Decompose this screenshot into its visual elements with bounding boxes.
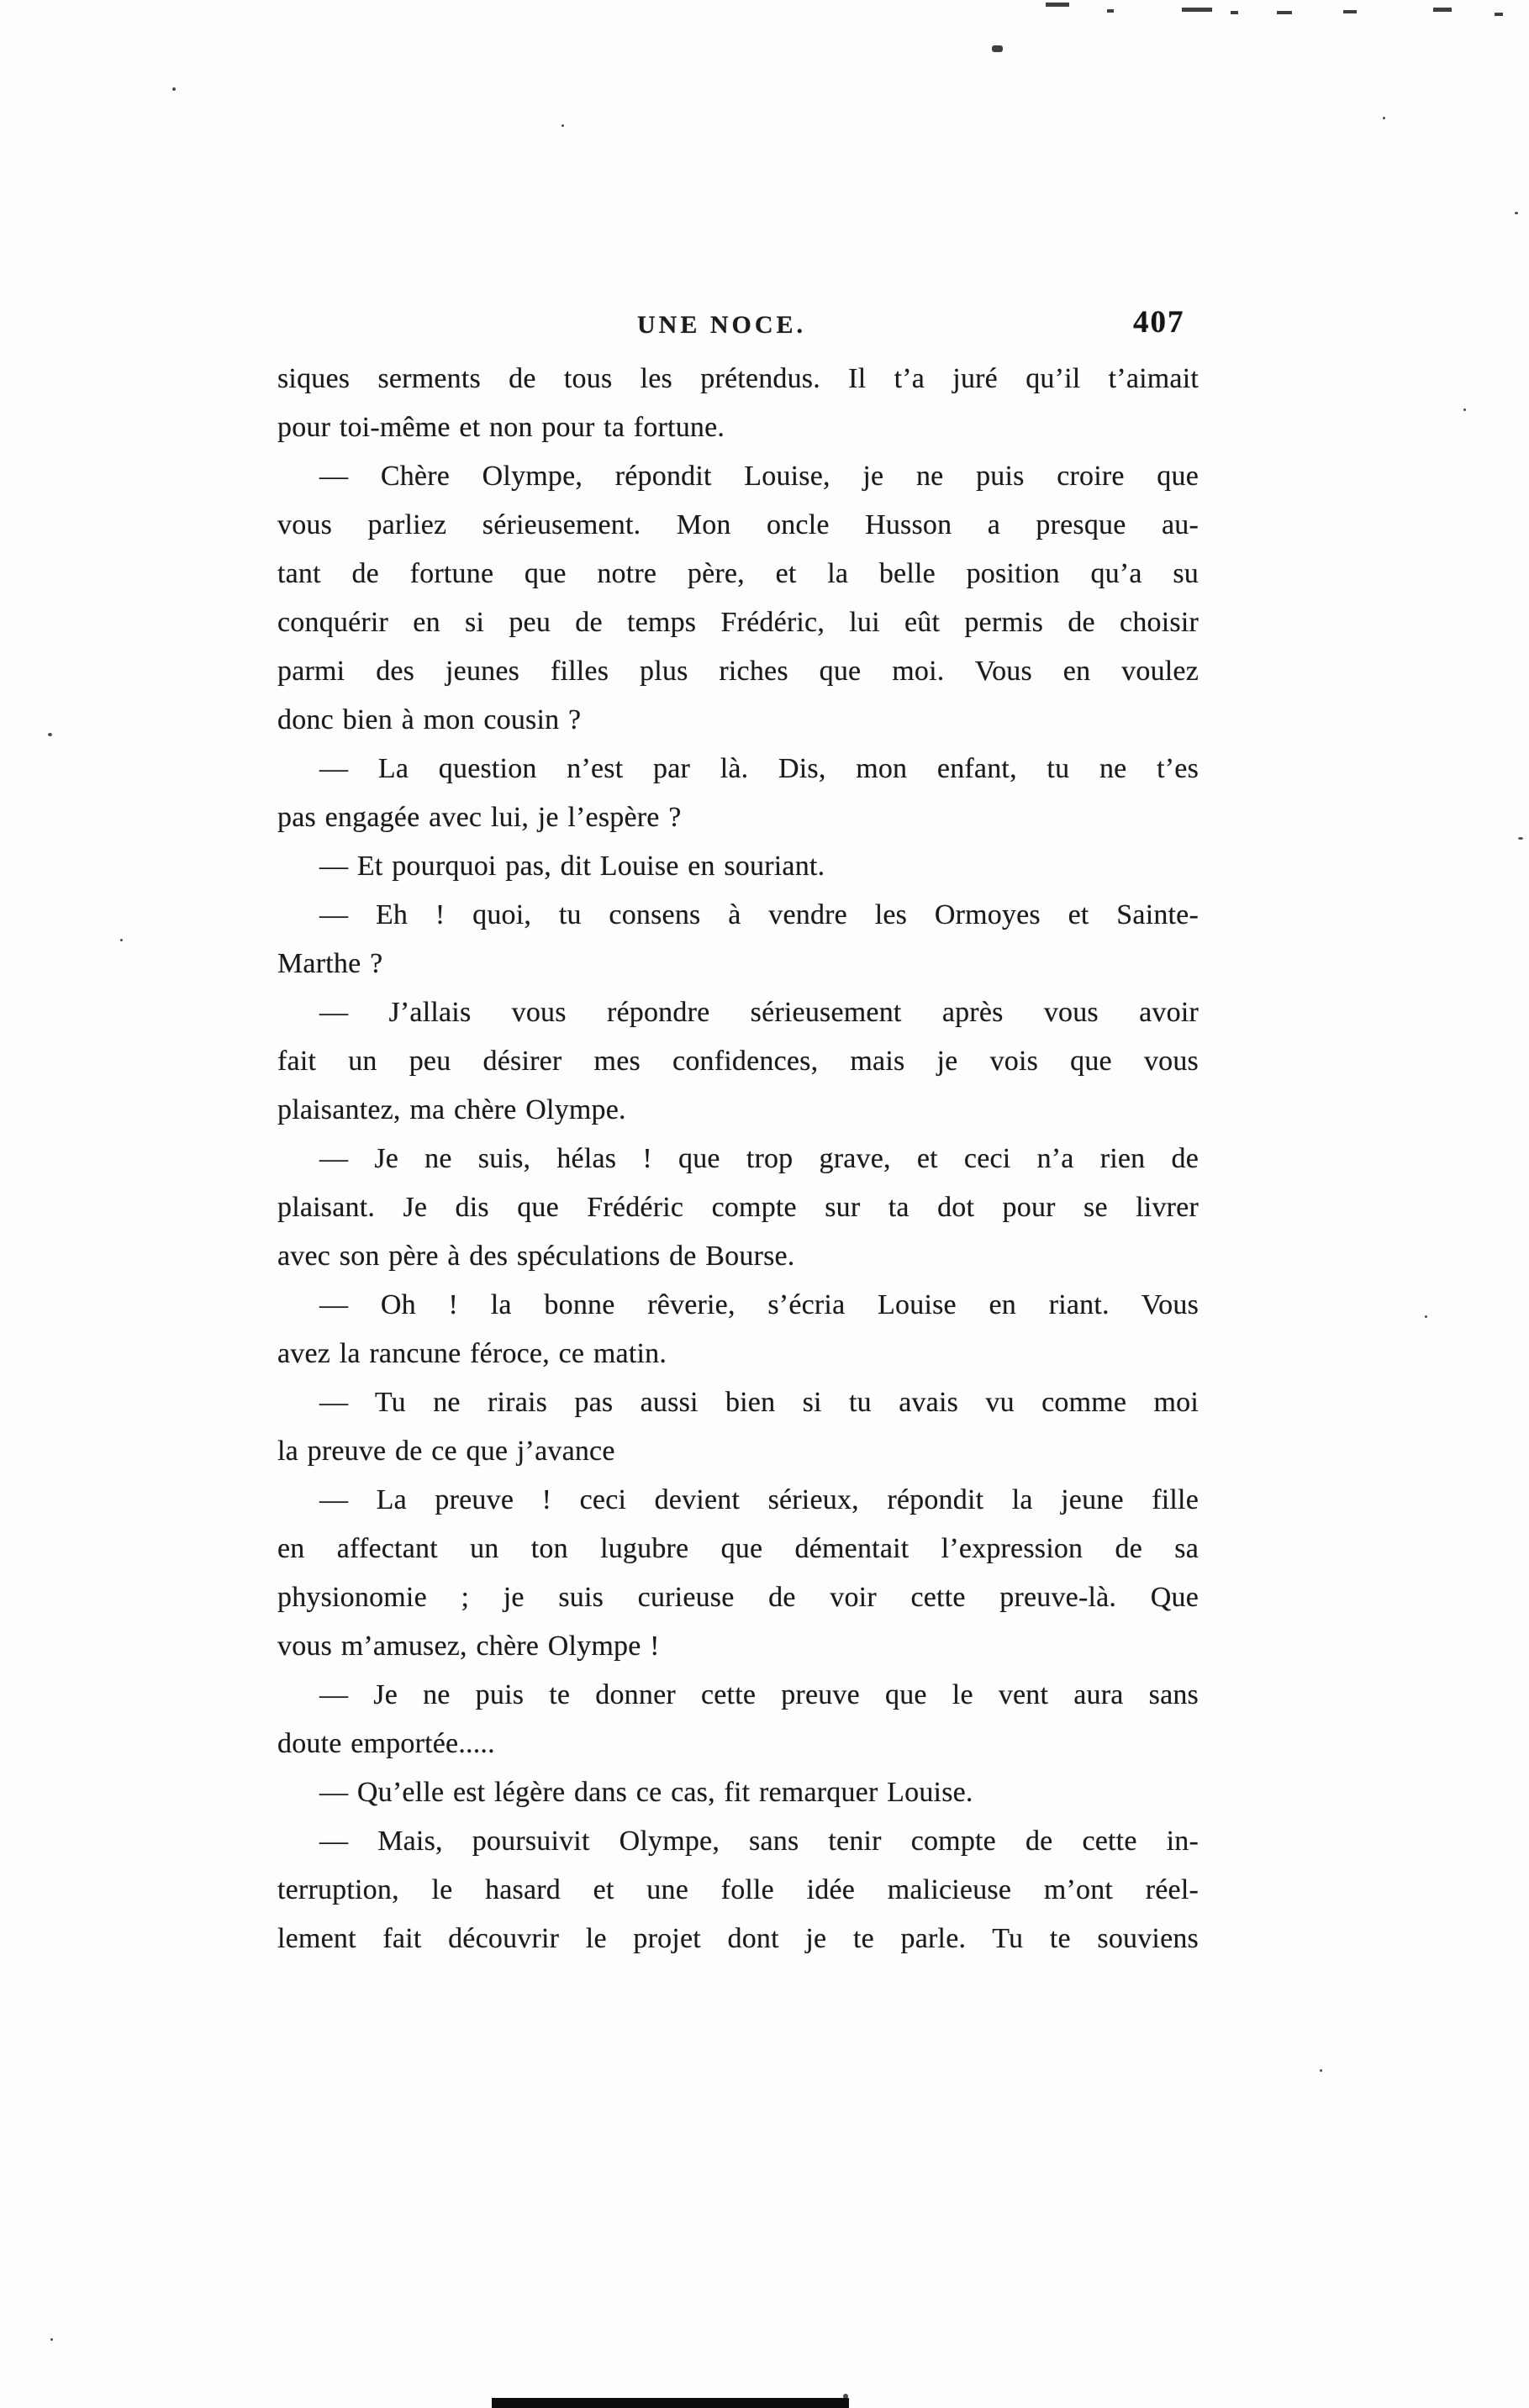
scan-speck	[50, 2338, 53, 2341]
text-line: — La preuve ! ceci devient sérieux, répondit la jeune fille	[319, 1484, 1199, 1515]
text-line: siques serments de tous les prétendus. Il t’a juré qu’il t’aimait	[277, 363, 1199, 394]
scan-speck	[1425, 1315, 1427, 1318]
scan-speck	[1383, 117, 1385, 119]
scan-speck	[48, 733, 52, 736]
page-number: 407	[1133, 305, 1185, 340]
text-line: lement fait découvrir le projet dont je te parle. Tu te souviens	[277, 1923, 1199, 1954]
text-line: avec son père à des spéculations de Bourse.	[277, 1241, 795, 1272]
scan-bottom-bar	[492, 2398, 849, 2408]
text-line: — J’allais vous répondre sérieusement après vous avoir	[319, 997, 1199, 1028]
text-line: avez la rancune féroce, ce matin.	[277, 1338, 667, 1369]
text-line: vous m’amusez, chère Olympe !	[277, 1631, 660, 1662]
scan-speck	[1320, 2069, 1322, 2072]
text-line: parmi des jeunes filles plus riches que moi. Vous en voulez	[277, 656, 1199, 687]
text-line: en affectant un ton lugubre que démentait l’expression de sa	[277, 1533, 1199, 1564]
text-line: pas engagée avec lui, je l’espère ?	[277, 802, 682, 833]
scan-dash	[1277, 11, 1292, 14]
text-line: conquérir en si peu de temps Frédéric, lui eût permis de choisir	[277, 607, 1199, 638]
text-line: plaisantez, ma chère Olympe.	[277, 1094, 626, 1125]
text-line: terruption, le hasard et une folle idée malicieuse m’ont réel-	[277, 1874, 1199, 1905]
text-line: — Eh ! quoi, tu consens à vendre les Ormoyes et Sainte-	[319, 899, 1199, 930]
text-line: fait un peu désirer mes confidences, mais je vois que vous	[277, 1046, 1199, 1077]
text-line: donc bien à mon cousin ?	[277, 704, 582, 735]
text-line: vous parliez sérieusement. Mon oncle Husson a presque au-	[277, 509, 1199, 540]
text-line: — La question n’est par là. Dis, mon enfant, tu ne t’es	[319, 753, 1199, 784]
scan-speck	[1463, 408, 1466, 411]
scan-blot	[992, 45, 1003, 52]
text-line: — Qu’elle est légère dans ce cas, fit remarquer Louise.	[319, 1777, 973, 1808]
text-line: doute emportée.....	[277, 1728, 495, 1759]
text-line: — Et pourquoi pas, dit Louise en souriant.	[319, 851, 825, 882]
scan-dash	[1182, 8, 1212, 12]
scan-dash	[1107, 9, 1114, 13]
text-line: plaisant. Je dis que Frédéric compte sur ta dot pour se livrer	[277, 1192, 1199, 1223]
scan-speck	[562, 124, 564, 127]
text-line: — Je ne suis, hélas ! que trop grave, et ceci n’a rien de	[319, 1143, 1199, 1174]
scan-dash	[1231, 11, 1238, 14]
scan-dash	[1046, 3, 1069, 7]
text-line: physionomie ; je suis curieuse de voir cette preuve-là. Que	[277, 1582, 1199, 1613]
text-line: — Tu ne rirais pas aussi bien si tu avais vu comme moi	[319, 1387, 1199, 1418]
text-line: pour toi-même et non pour ta fortune.	[277, 412, 725, 443]
scan-speck	[1515, 212, 1518, 214]
text-line: la preuve de ce que j’avance	[277, 1436, 615, 1467]
body-text-column	[277, 355, 1199, 1963]
scan-dash	[1343, 10, 1357, 13]
text-line: — Chère Olympe, répondit Louise, je ne puis croire que	[319, 461, 1199, 492]
text-line: — Je ne puis te donner cette preuve que le vent aura sans	[319, 1679, 1199, 1710]
scan-speck	[120, 939, 123, 941]
text-line: — Mais, poursuivit Olympe, sans tenir compte de cette in-	[319, 1826, 1199, 1857]
scan-dash	[1495, 13, 1503, 16]
text-line: Marthe ?	[277, 948, 383, 979]
scan-speck	[1518, 837, 1523, 840]
text-line: tant de fortune que notre père, et la belle position qu’a su	[277, 558, 1199, 589]
scan-speck	[172, 87, 176, 91]
text-line: — Oh ! la bonne rêverie, s’écria Louise en riant. Vous	[319, 1289, 1199, 1320]
scan-dash	[1433, 8, 1452, 12]
running-title: UNE NOCE.	[637, 311, 807, 339]
